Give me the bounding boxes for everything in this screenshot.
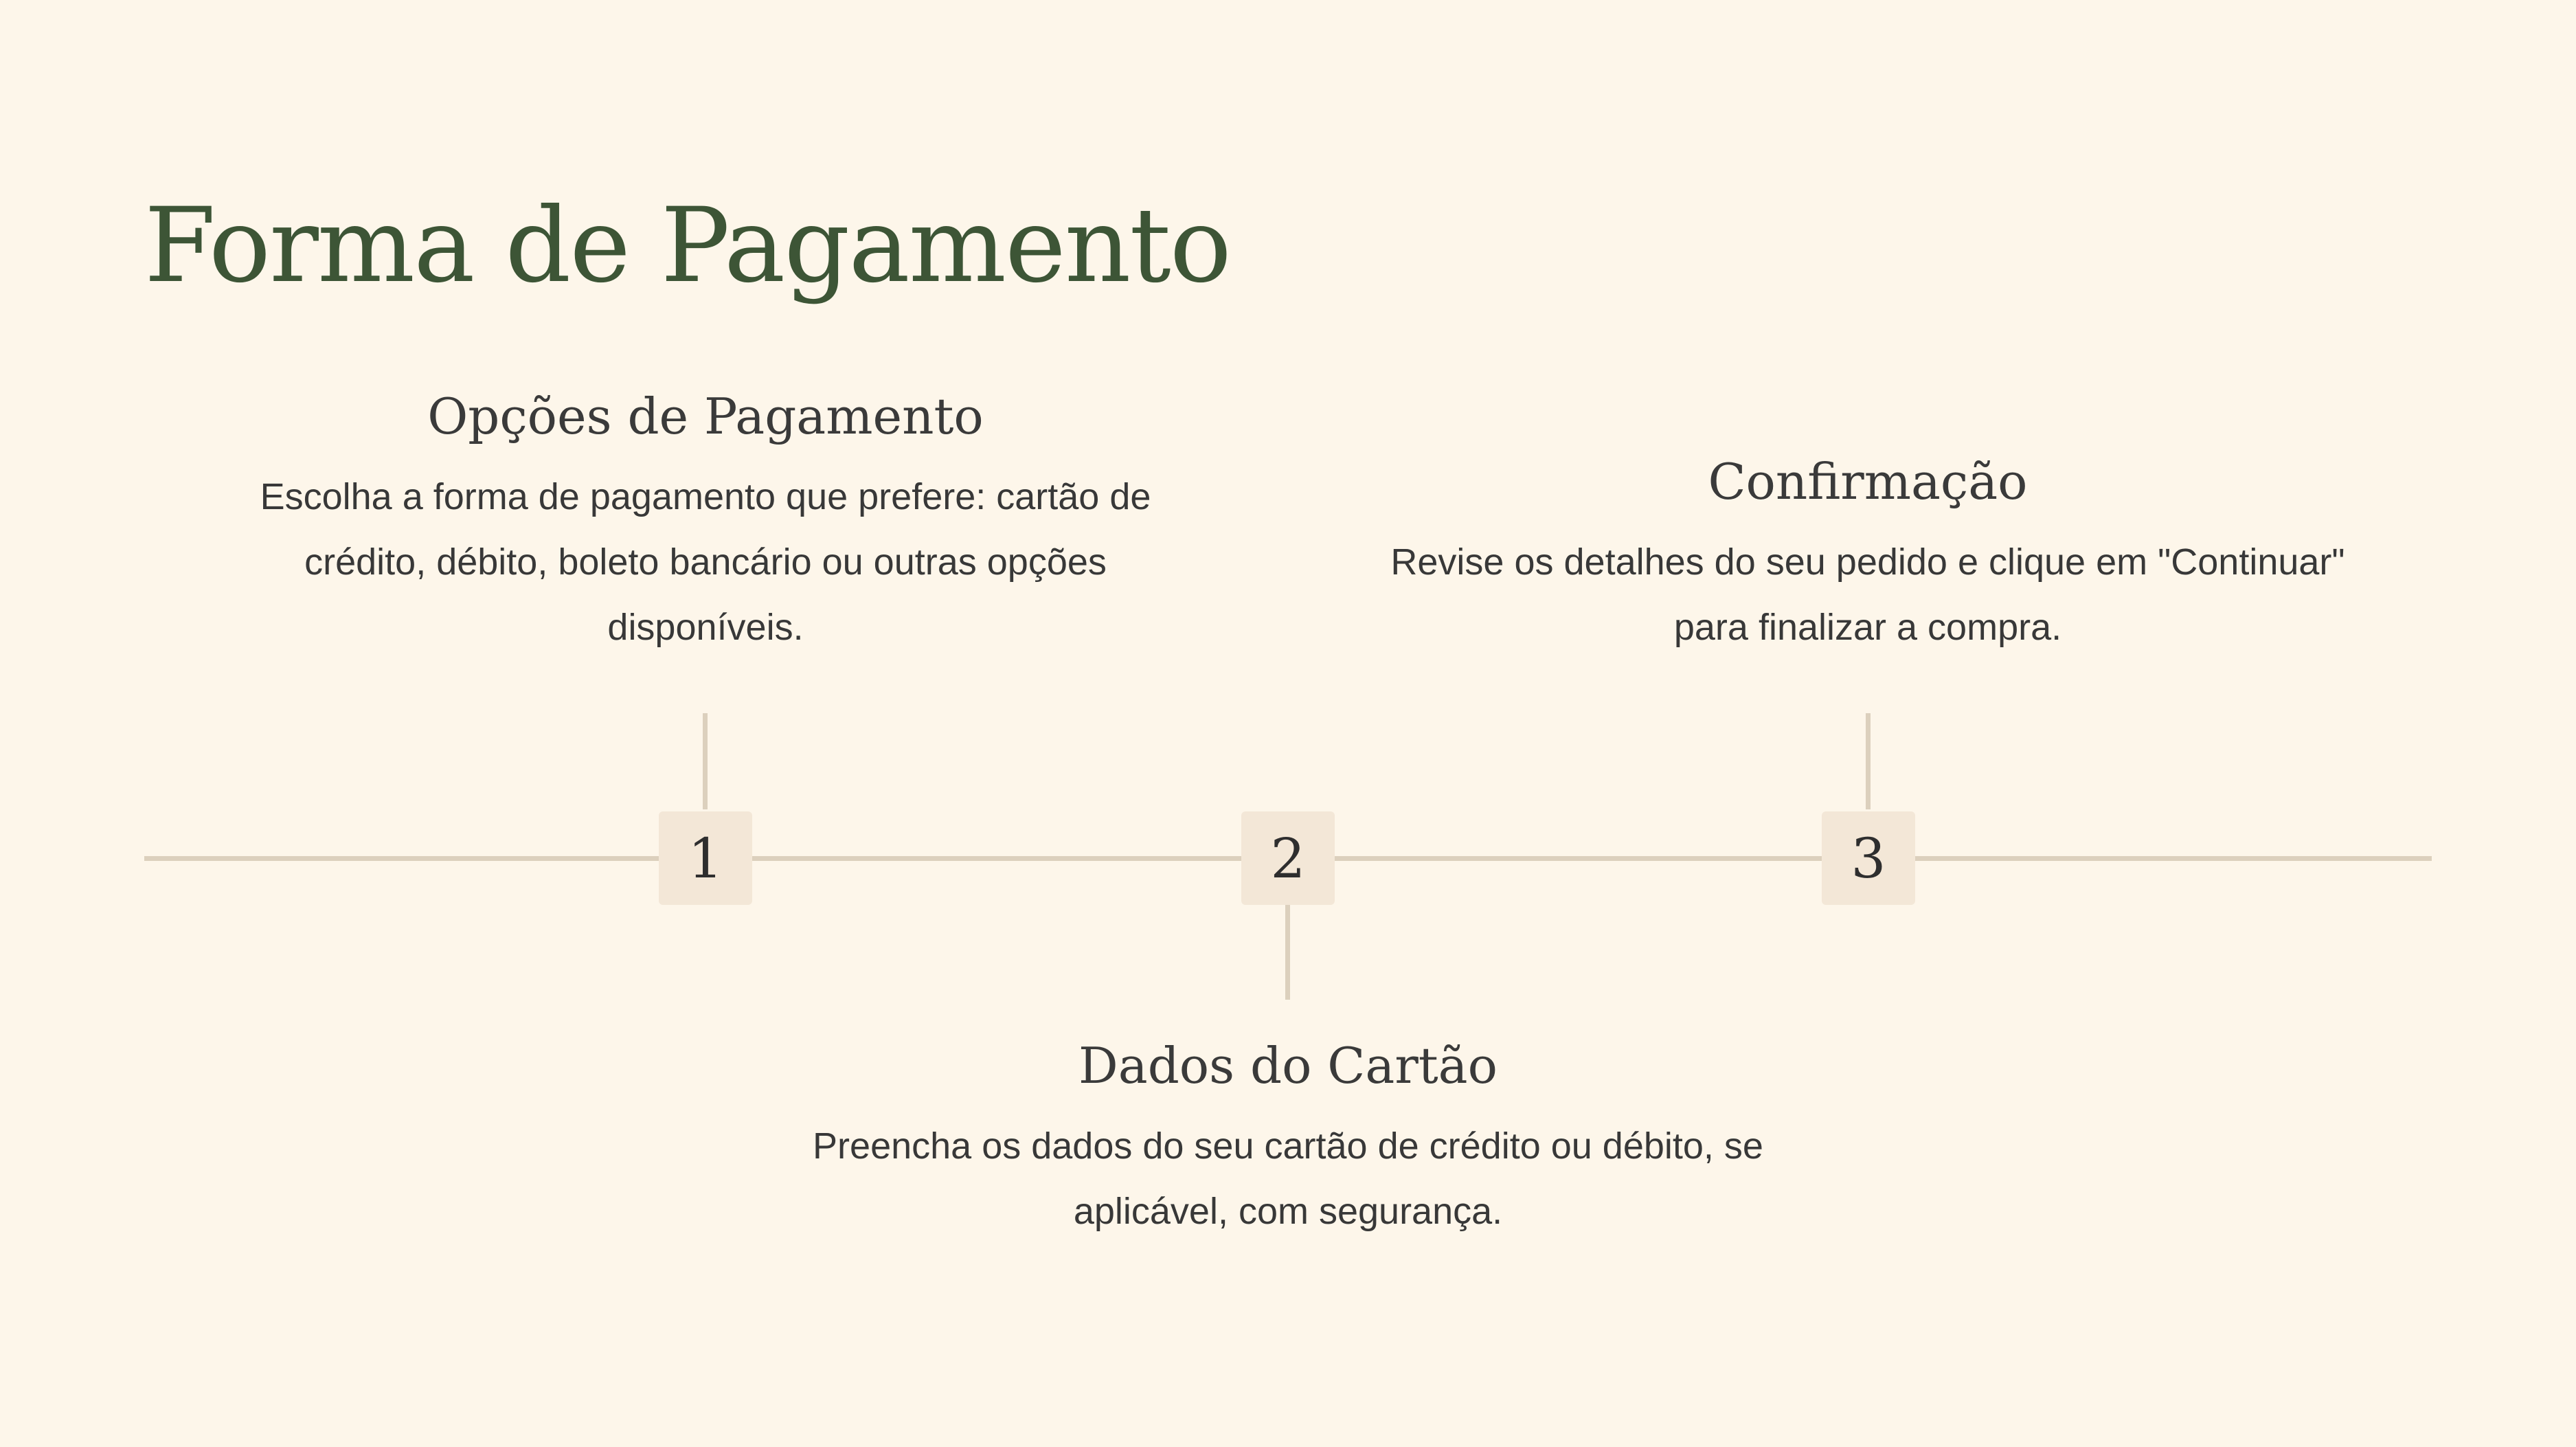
step-3-marker: 3	[1822, 811, 1915, 905]
step-3-connector	[1866, 713, 1871, 809]
step-1-marker: 1	[659, 811, 752, 905]
step-2-connector	[1285, 904, 1290, 1000]
step-2-description: Preencha os dados do seu cartão de crédito ou débito, se aplicável, com segurança.	[813, 1125, 1763, 1232]
step-2-marker: 2	[1241, 811, 1335, 905]
step-1-description: Escolha a forma de pagamento que prefere: cartão de crédito, débito, boleto bancário ou outras opções disponíveis.	[260, 475, 1151, 648]
step-1-title: Opções de Pagamento	[427, 388, 984, 445]
step-2-title: Dados do Cartão	[1078, 1037, 1498, 1095]
step-1-text	[211, 385, 1200, 660]
step-3-title: Confirmação	[1708, 453, 2028, 511]
step-3-description: Revise os detalhes do seu pedido e clique em "Continuar" para finalizar a compra.	[1390, 541, 2345, 648]
step-3-text	[1373, 450, 2362, 660]
step-1-connector	[703, 713, 708, 809]
page-title: Forma de Pagamento	[144, 186, 1230, 306]
step-2-text	[793, 1034, 1783, 1244]
